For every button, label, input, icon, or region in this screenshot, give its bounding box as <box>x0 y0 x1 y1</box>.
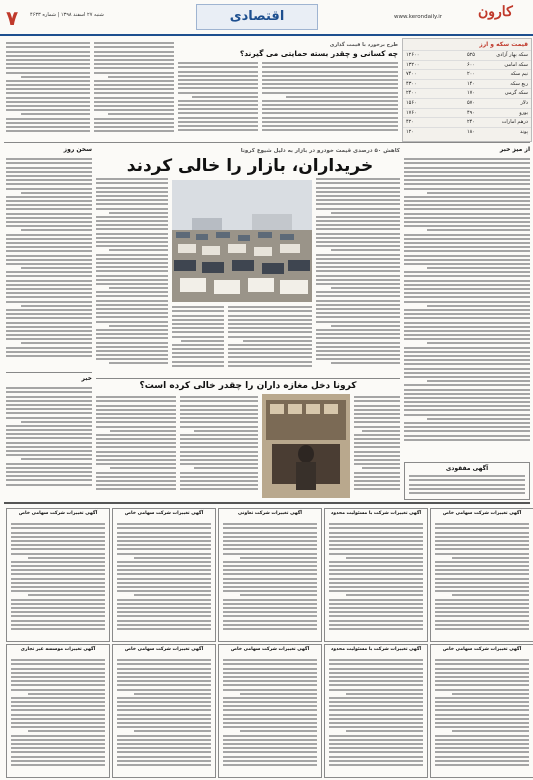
price-value: ۷۴۰۰ <box>406 71 417 78</box>
price-value: ۲۴۰ <box>466 119 475 126</box>
price-row <box>403 69 531 79</box>
left-column-title: سخن روز <box>63 146 92 153</box>
price-name: ربع سکه <box>510 80 528 87</box>
price-row <box>403 88 531 98</box>
legal-notice <box>324 644 428 778</box>
legal-notice-body <box>329 657 423 773</box>
legal-notice-body <box>435 521 529 637</box>
price-name: سکه گرمی <box>504 90 528 97</box>
price-value: ۴۹۰ <box>466 109 475 116</box>
price-value: ۲۴۰۰ <box>406 90 417 97</box>
second-story-body-b <box>180 394 258 498</box>
legal-notice <box>324 508 428 642</box>
left-column-kicker: خبر <box>81 375 92 382</box>
price-value: ۱۲۰ <box>406 128 415 135</box>
main-story-body-b <box>228 304 312 374</box>
price-value: ۵۷۰ <box>466 99 475 106</box>
price-name: سکه بهار آزادی <box>496 52 528 58</box>
newspaper-logo: کارون <box>478 4 513 20</box>
legal-notice-title: آگهی تغییرات شرکت با مسئولیت محدود <box>330 511 422 516</box>
legal-notice <box>218 644 322 778</box>
price-value: ۱۴۰ <box>466 80 475 87</box>
price-name: یورو <box>519 109 528 116</box>
legal-notice-body <box>117 521 211 637</box>
price-value: ۴۲۰ <box>406 119 415 126</box>
left-column-news <box>6 385 92 495</box>
top-story-kicker: طرح برخورد با قیمت گذاری <box>329 42 398 48</box>
legal-notice-body <box>11 521 105 637</box>
legal-notice-title: آگهی تغییرات شرکت سهامی خاص <box>18 511 98 516</box>
main-story-body-c <box>172 304 224 374</box>
price-name: نیم سکه <box>510 71 528 78</box>
main-story-kicker: کاهش ۵۰ درصدی قیمت خودرو در بازار به دلیل شیوع کرونا <box>240 148 400 154</box>
legal-notice-body <box>329 521 423 637</box>
notice-box-title: آگهی مفقودی <box>445 465 489 472</box>
second-story-title: کرونا دخل مغازه داران را چقدر خالی کرده است؟ <box>139 381 357 391</box>
website-link[interactable]: www.kerondaily.ir <box>394 14 443 20</box>
price-row <box>403 50 531 60</box>
legal-notice-title: آگهی تغییرات شرکت سهامی خاص <box>124 647 204 652</box>
legal-notice-title: آگهی تغییرات شرکت تعاونی <box>237 511 303 516</box>
legal-notice-title: آگهی تغییرات شرکت سهامی خاص <box>442 511 522 516</box>
section-title: اقتصادی <box>196 4 318 30</box>
top-story-body-c <box>94 40 174 138</box>
top-story-title: چه کسانی و چقدر بسته حمایتی می گیرند؟ <box>239 49 398 58</box>
second-story-body-a <box>354 394 400 498</box>
page-number: ۷ <box>6 6 19 30</box>
price-value: ۱۲۶۰۰ <box>406 52 420 58</box>
notice-box <box>404 462 530 500</box>
main-story-body-d <box>96 176 168 376</box>
legal-notice <box>6 508 110 642</box>
legal-notice <box>6 644 110 778</box>
shop-photo <box>262 394 350 498</box>
price-row <box>403 117 531 127</box>
legal-notice-body <box>11 657 105 773</box>
top-story-body-a <box>262 60 398 138</box>
price-row <box>403 127 531 137</box>
legal-notice <box>112 508 216 642</box>
price-name: پوند <box>520 128 528 135</box>
legal-notice <box>112 644 216 778</box>
price-row <box>403 98 531 108</box>
price-value: ۲۰۰ <box>466 71 475 78</box>
legal-notice-body <box>435 657 529 773</box>
price-value: ۱۷۰ <box>466 90 475 97</box>
price-table <box>402 38 532 142</box>
top-story-body-b <box>178 60 258 138</box>
price-value: ۱۸۰ <box>466 128 475 135</box>
legal-notice-body <box>117 657 211 773</box>
price-value: ۱۷۶۰ <box>406 109 417 116</box>
page-header <box>0 0 533 36</box>
price-name: درهم امارات <box>501 119 528 126</box>
left-column-body <box>6 156 92 370</box>
main-story-body-a <box>316 176 400 376</box>
price-row <box>403 79 531 89</box>
top-story-body-d <box>6 40 90 138</box>
legal-notice-body <box>223 521 317 637</box>
price-row <box>403 108 531 118</box>
legal-notice <box>218 508 322 642</box>
legal-notice-title: آگهی تغییرات موسسه غیر تجاری <box>20 647 96 652</box>
right-column-title: از میز خبر <box>499 146 530 153</box>
legal-notice <box>430 508 533 642</box>
date-line: شنبه ۲۷ اسفند ۱۳۹۸ | شماره ۴۶۳۳ <box>30 12 104 18</box>
price-value: ۱۳۲۰۰ <box>406 61 420 68</box>
price-value: ۱۵۶۰ <box>406 99 417 106</box>
price-value: ۵۲۵ <box>466 52 475 58</box>
price-value: ۶۰۰ <box>466 61 475 68</box>
price-name: دلار <box>520 99 528 106</box>
price-row <box>403 60 531 70</box>
price-name: سکه امامی <box>504 61 528 68</box>
car-market-photo <box>172 180 312 302</box>
right-column-body <box>404 156 530 456</box>
price-value: ۴۳۰۰ <box>406 80 417 87</box>
price-table-title: قیمت سکه و ارز <box>479 41 528 48</box>
legal-notice-title: آگهی تغییرات شرکت سهامی خاص <box>230 647 310 652</box>
notice-box-body <box>409 473 525 495</box>
legal-notice-title: آگهی تغییرات شرکت با مسئولیت محدود <box>330 647 422 652</box>
legal-notice <box>430 644 533 778</box>
legal-notice-title: آگهی تغییرات شرکت سهامی خاص <box>124 511 204 516</box>
main-story-title: خریداران، بازار را خالی کردند <box>126 156 374 176</box>
legal-notice-title: آگهی تغییرات شرکت سهامی خاص <box>442 647 522 652</box>
second-story-body-c <box>96 394 176 498</box>
legal-notice-body <box>223 657 317 773</box>
